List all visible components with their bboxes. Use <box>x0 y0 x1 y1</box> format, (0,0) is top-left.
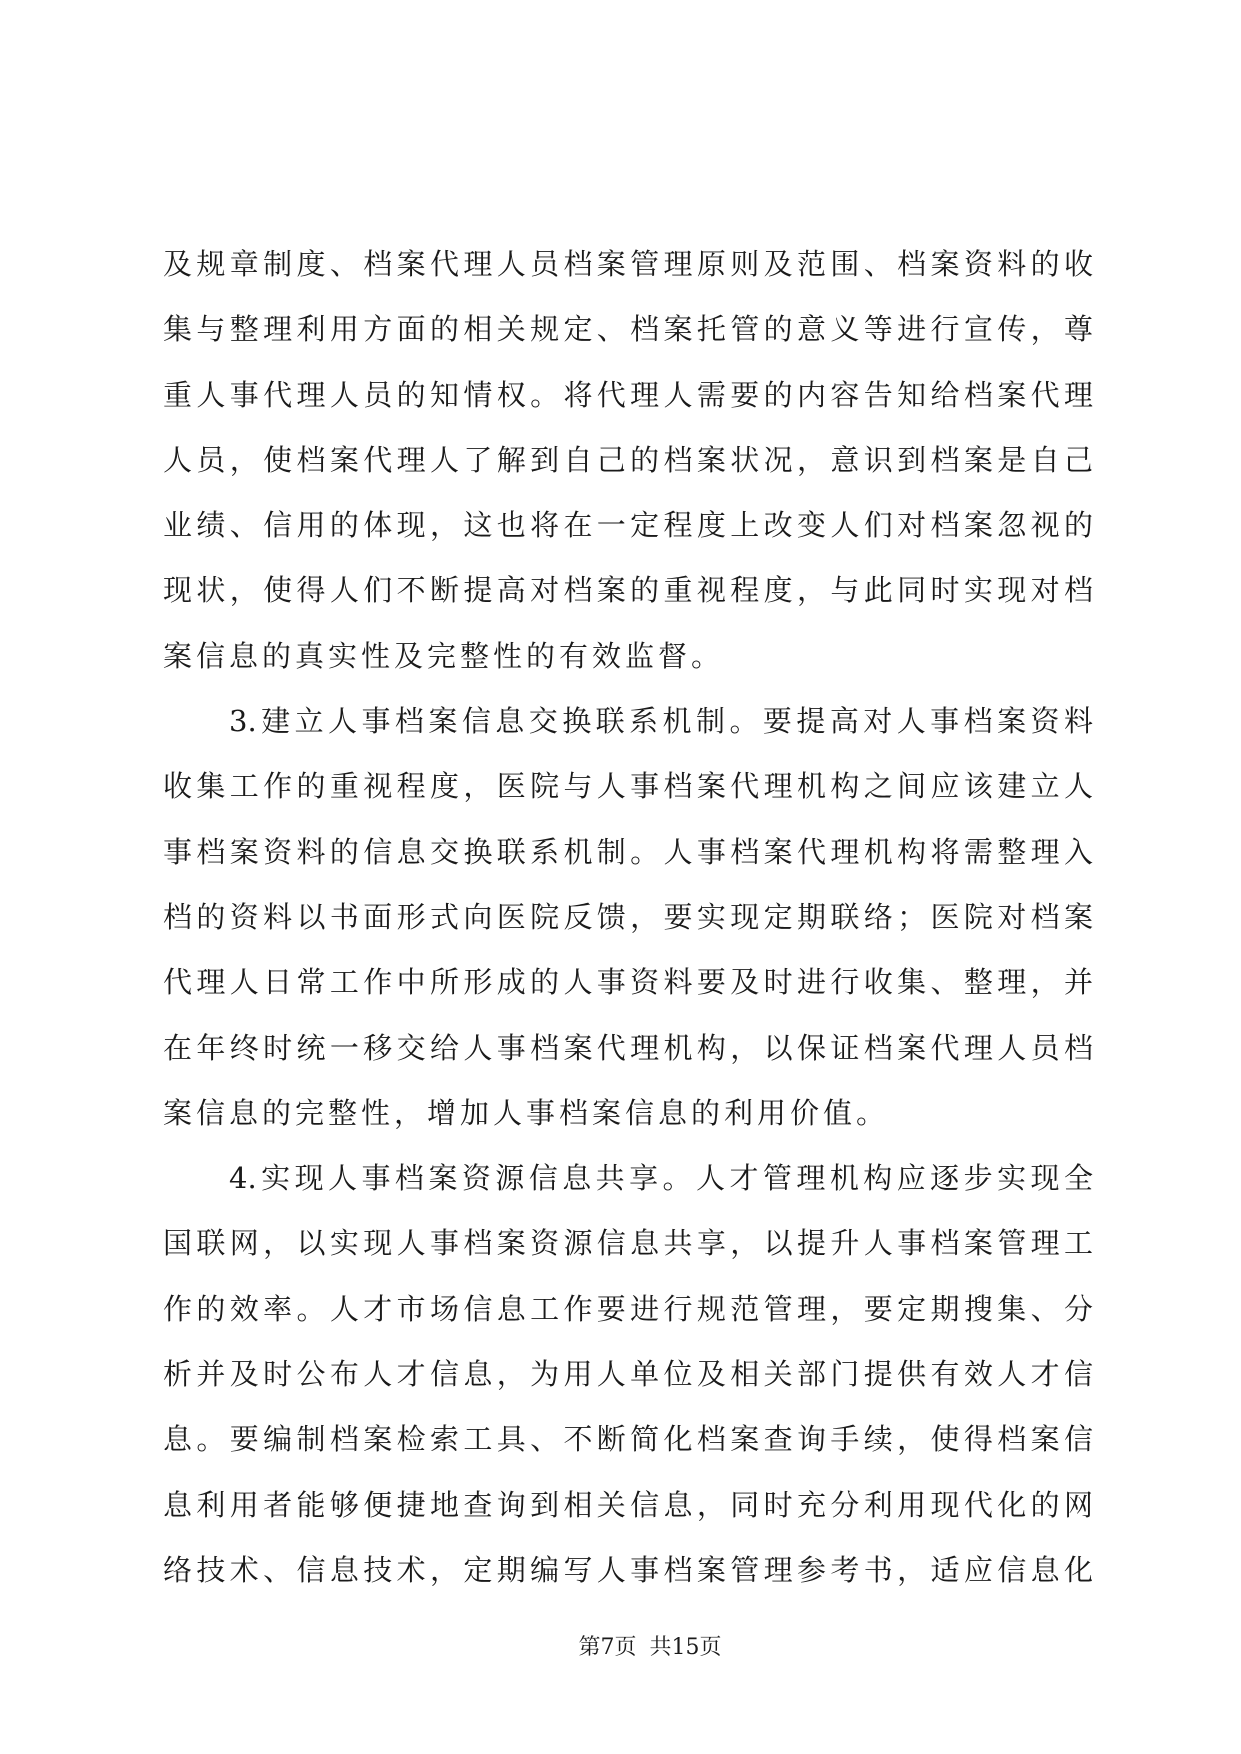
text-line: 国联网，以实现人事档案资源信息共享，以提升人事档案管理工 <box>163 1226 1093 1261</box>
text-line: 集与整理利用方面的相关规定、档案托管的意义等进行宣传，尊 <box>163 312 1093 347</box>
text-line: 3.建立人事档案信息交换联系机制。要提高对人事档案资料 <box>229 704 1093 739</box>
text-line: 案信息的完整性，增加人事档案信息的利用价值。 <box>163 1095 890 1130</box>
text-line: 档的资料以书面形式向医院反馈，要实现定期联络；医院对档案 <box>163 899 1093 934</box>
text-line: 作的效率。人才市场信息工作要进行规范管理，要定期搜集、分 <box>163 1291 1093 1326</box>
paragraph <box>163 232 1093 689</box>
text-line: 收集工作的重视程度，医院与人事档案代理机构之间应该建立人 <box>163 769 1093 804</box>
text-line: 事档案资料的信息交换联系机制。人事档案代理机构将需整理入 <box>163 834 1093 869</box>
paragraph <box>163 1146 1093 1603</box>
page-number: 第7页 共15页 <box>578 1635 722 1660</box>
text-line: 息。要编制档案检索工具、不断简化档案查询手续，使得档案信 <box>163 1422 1093 1457</box>
text-line: 案信息的真实性及完整性的有效监督。 <box>163 638 725 673</box>
text-line: 及规章制度、档案代理人员档案管理原则及范围、档案资料的收 <box>163 247 1093 281</box>
text-line: 现状，使得人们不断提高对档案的重视程度，与此同时实现对档 <box>163 573 1093 608</box>
paragraph <box>163 689 1093 1146</box>
text-line: 析并及时公布人才信息，为用人单位及相关部门提供有效人才信 <box>163 1357 1093 1392</box>
text-line: 代理人日常工作中所形成的人事资料要及时进行收集、整理，并 <box>163 965 1093 1000</box>
text-line: 息利用者能够便捷地查询到相关信息，同时充分利用现代化的网 <box>163 1487 1093 1522</box>
text-line: 在年终时统一移交给人事档案代理机构，以保证档案代理人员档 <box>163 1030 1093 1065</box>
text-line: 络技术、信息技术，定期编写人事档案管理参考书，适应信息化 <box>163 1552 1093 1587</box>
text-line: 人员，使档案代理人了解到自己的档案状况，意识到档案是自己 <box>163 442 1093 477</box>
page-footer <box>500 1634 800 1662</box>
text-line: 业绩、信用的体现，这也将在一定程度上改变人们对档案忽视的 <box>163 508 1093 543</box>
text-line: 重人事代理人员的知情权。将代理人需要的内容告知给档案代理 <box>163 377 1093 412</box>
text-line: 4.实现人事档案资源信息共享。人才管理机构应逐步实现全 <box>229 1161 1093 1196</box>
body-text <box>163 232 1093 1603</box>
